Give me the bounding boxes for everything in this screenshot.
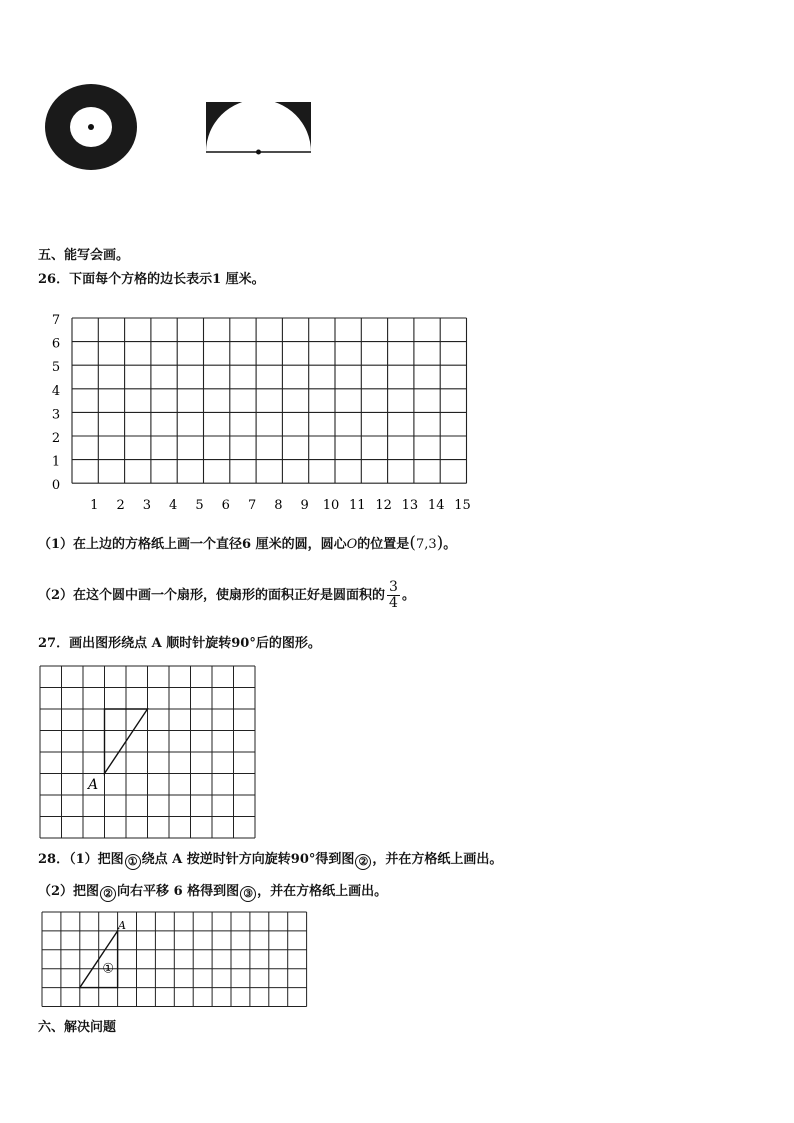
q26-center-variable: O [346,537,358,552]
paren-open: ( [409,533,416,553]
point-a-label-q28: A [118,919,126,932]
q28-part1-mid: 绕点 A 按逆时针方向旋转90°得到图 [141,852,355,867]
x-axis-label: 8 [274,498,283,512]
q26-center-coord: 7,3 [415,537,437,552]
shape-three-text: ③ [243,887,254,900]
x-axis-label: 4 [169,498,178,512]
fraction-numerator: 3 [389,579,398,595]
question-26-stem: 26．下面每个方格的边长表示1 厘米。 [38,272,265,287]
x-axis-label: 13 [401,498,419,512]
x-axis-label: 5 [195,498,204,512]
shape-three-marker [240,886,256,902]
q28-part2-prefix: （2）把图 [38,884,100,899]
fraction-denominator: 4 [389,595,398,611]
q26-part2-text: （2）在这个圆中画一个扇形，使扇形的面积正好是圆面积的 [38,588,386,603]
x-axis-label: 1 [90,498,99,512]
x-axis-label: 3 [142,498,152,512]
y-axis-label: 7 [51,313,61,328]
q26-part1-mid: 厘米的圆，圆心 [251,537,347,552]
rotation-grid-q28 [38,908,310,1012]
section-five-heading: 五、能写会画。 [38,248,130,263]
x-axis-label: 9 [300,498,309,512]
q26-diameter: 6 [242,537,252,552]
q28-part1-prefix: 28．（1）把图 [38,852,124,867]
q28-part1-suffix: ，并在方格纸上画出。 [372,852,503,867]
x-axis-label: 2 [116,498,125,512]
ring-figure [40,80,144,176]
shape-two-text-b: ② [103,887,113,900]
y-axis-label: 4 [51,383,61,399]
x-axis-label: 11 [349,498,366,512]
shape-two-marker-b [100,886,116,902]
paren-close: ) [436,533,444,553]
question-28-part-2 [38,884,387,902]
y-axis-label: 6 [51,336,61,352]
x-axis-label: 6 [221,498,230,512]
y-axis-label: 5 [51,360,61,376]
question-26-part-1 [38,535,456,553]
shape-one-marker [125,854,141,870]
q26-part1-end: 。 [443,537,457,552]
x-axis-label: 10 [322,498,340,512]
section-six-heading: 六、解决问题 [38,1020,117,1035]
question-27-stem: 27．画出图形绕点 A 顺时针旋转90°后的图形。 [38,636,321,651]
x-axis-label: 12 [375,498,392,512]
y-axis-label: 3 [51,407,61,423]
semicircle-figure [200,96,316,158]
question-26-part-2 [38,580,415,612]
fraction-three-quarters [387,580,400,611]
q26-part2-end: 。 [401,588,415,603]
x-axis-label: 7 [247,498,257,512]
shape-two-text: ② [358,855,369,868]
point-a-label: A [88,777,99,793]
y-axis-label: 1 [51,454,61,470]
rotation-grid-q27 [36,662,258,840]
question-28-part-1 [38,852,502,870]
x-axis-label: 15 [454,498,471,512]
shape-one-label: ① [102,961,114,977]
q26-part1-prefix: （1）在上边的方格纸上画一个直径 [38,537,243,552]
q26-part1-suffix: 的位置是 [357,537,410,552]
coordinate-grid-q26 [40,306,490,512]
shape-one-text: ① [127,855,138,868]
x-axis-label: 14 [427,498,445,512]
y-axis-label: 0 [51,478,61,494]
q28-part2-mid: 向右平移 6 格得到图 [117,884,240,899]
q28-part2-suffix: ，并在方格纸上画出。 [257,884,388,899]
shape-two-marker [355,854,371,870]
y-axis-label: 2 [51,431,61,446]
